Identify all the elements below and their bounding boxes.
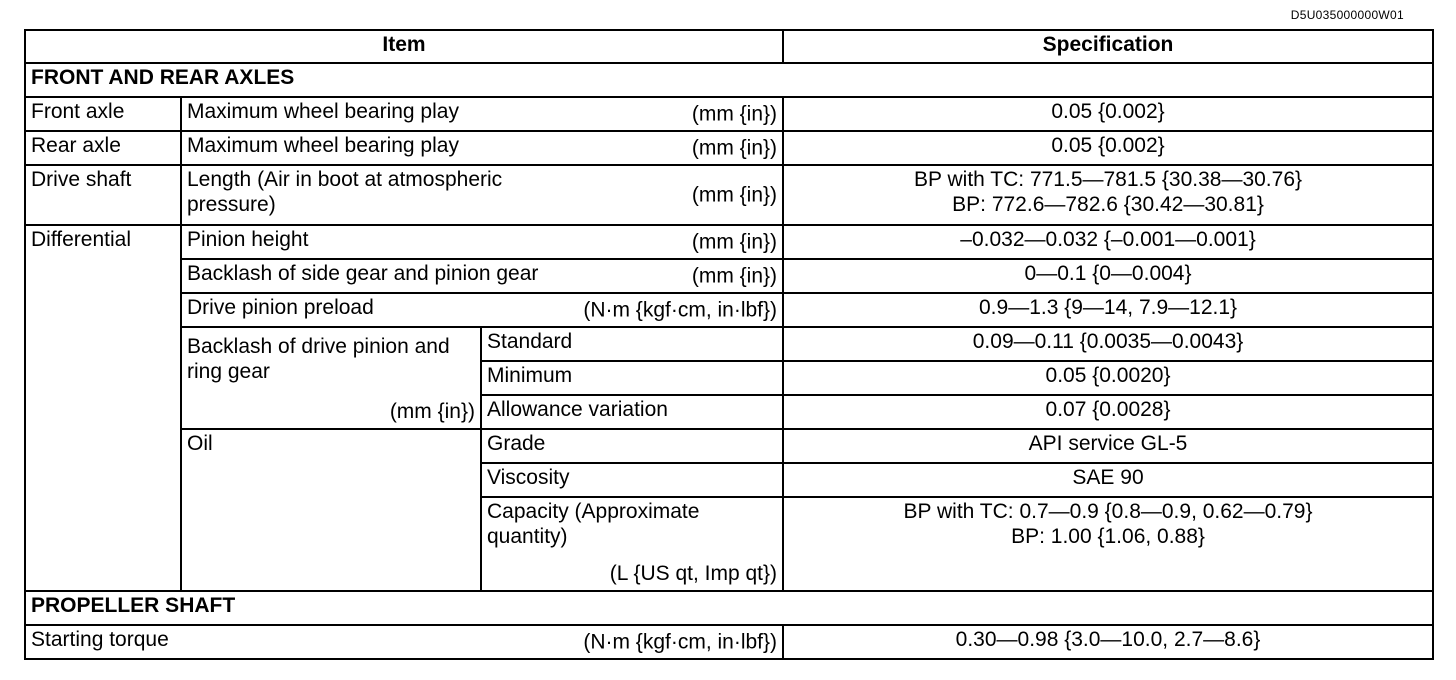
header-specification: Specification	[783, 30, 1433, 63]
item-label: Starting torque	[31, 628, 169, 651]
table-row-front-axle	[25, 97, 1433, 131]
unit-label: (mm {in})	[389, 400, 475, 423]
table-header-row	[25, 30, 1433, 63]
group-rear-axle: Rear axle	[25, 131, 181, 165]
spec-value: 0—0.1 {0—0.004}	[783, 259, 1433, 293]
spec-value: 0.30—0.98 {3.0—10.0, 2.7—8.6}	[783, 625, 1433, 659]
group-front-axle: Front axle	[25, 97, 181, 131]
unit-label: (mm {in})	[691, 136, 778, 160]
item-cell	[25, 625, 783, 659]
spec-line: BP: 772.6—782.6 {30.42—30.81}	[952, 193, 1264, 216]
table-row-backlash-standard	[25, 327, 1433, 361]
item-backlash-ring-gear	[181, 327, 481, 429]
section-propeller-shaft: PROPELLER SHAFT	[25, 591, 1433, 625]
table-row-pinion-height	[25, 225, 1433, 259]
sub-item-viscosity: Viscosity	[481, 463, 783, 497]
spec-value: 0.9—1.3 {9—14, 7.9—12.1}	[783, 293, 1433, 327]
group-drive-shaft: Drive shaft	[25, 165, 181, 225]
unit-label: (mm {in})	[691, 102, 778, 126]
spec-value	[783, 165, 1433, 225]
spec-value: API service GL-5	[783, 429, 1433, 463]
item-label: Drive pinion preload	[187, 296, 374, 319]
spec-value: 0.09—0.11 {0.0035—0.0043}	[783, 327, 1433, 361]
spec-line: BP with TC: 0.7—0.9 {0.8—0.9, 0.62—0.79}	[903, 500, 1313, 523]
unit-label: (mm {in})	[691, 183, 778, 207]
header-item: Item	[25, 30, 783, 63]
item-cell	[181, 225, 783, 259]
sub-item-minimum: Minimum	[481, 361, 783, 395]
spec-value: SAE 90	[783, 463, 1433, 497]
spec-value: 0.07 {0.0028}	[783, 395, 1433, 429]
item-oil: Oil	[181, 429, 481, 591]
table-row-drive-shaft	[25, 165, 1433, 225]
item-label: Pinion height	[187, 228, 309, 251]
group-differential: Differential	[25, 225, 181, 591]
section-row-axles	[25, 63, 1433, 97]
sub-item-capacity	[481, 497, 783, 591]
spec-value: –0.032—0.032 {–0.001—0.001}	[783, 225, 1433, 259]
item-cell	[181, 97, 783, 131]
item-label: Backlash of side gear and pinion gear	[187, 262, 539, 285]
item-label: Maximum wheel bearing play	[187, 134, 459, 157]
spec-value: 0.05 {0.0020}	[783, 361, 1433, 395]
sub-item-grade: Grade	[481, 429, 783, 463]
table-row-backlash-side-gear	[25, 259, 1433, 293]
table-row-oil-grade	[25, 429, 1433, 463]
spec-line: BP with TC: 771.5—781.5 {30.38—30.76}	[914, 168, 1303, 191]
sub-item-allowance-variation: Allowance variation	[481, 395, 783, 429]
item-label: Capacity (Approximate quantity)	[487, 500, 700, 548]
specification-table	[24, 29, 1434, 660]
sub-item-standard: Standard	[481, 327, 783, 361]
unit-label: (N·m {kgf·cm, in·lbf})	[583, 630, 778, 654]
table-row-rear-axle	[25, 131, 1433, 165]
unit-label: (mm {in})	[691, 230, 778, 254]
section-front-rear-axles: FRONT AND REAR AXLES	[25, 63, 1433, 97]
section-row-propeller	[25, 591, 1433, 625]
item-cell	[181, 165, 783, 225]
item-label: Backlash of drive pinion and ring gear	[187, 335, 450, 383]
item-cell	[181, 259, 783, 293]
item-cell	[181, 293, 783, 327]
spec-value: 0.05 {0.002}	[783, 131, 1433, 165]
table-row-starting-torque	[25, 625, 1433, 659]
spec-value: 0.05 {0.002}	[783, 97, 1433, 131]
item-label: Length (Air in boot at atmospheric pressure)	[187, 168, 503, 216]
spec-value	[783, 497, 1433, 591]
document-code: D5U035000000W01	[1290, 8, 1404, 22]
table-row-drive-pinion-preload	[25, 293, 1433, 327]
unit-label: (N·m {kgf·cm, in·lbf})	[583, 298, 778, 322]
spec-line: BP: 1.00 {1.06, 0.88}	[1011, 525, 1205, 548]
unit-label: (L {US qt, Imp qt})	[609, 562, 778, 585]
unit-label: (mm {in})	[691, 264, 778, 288]
item-label: Maximum wheel bearing play	[187, 100, 459, 123]
item-cell	[181, 131, 783, 165]
